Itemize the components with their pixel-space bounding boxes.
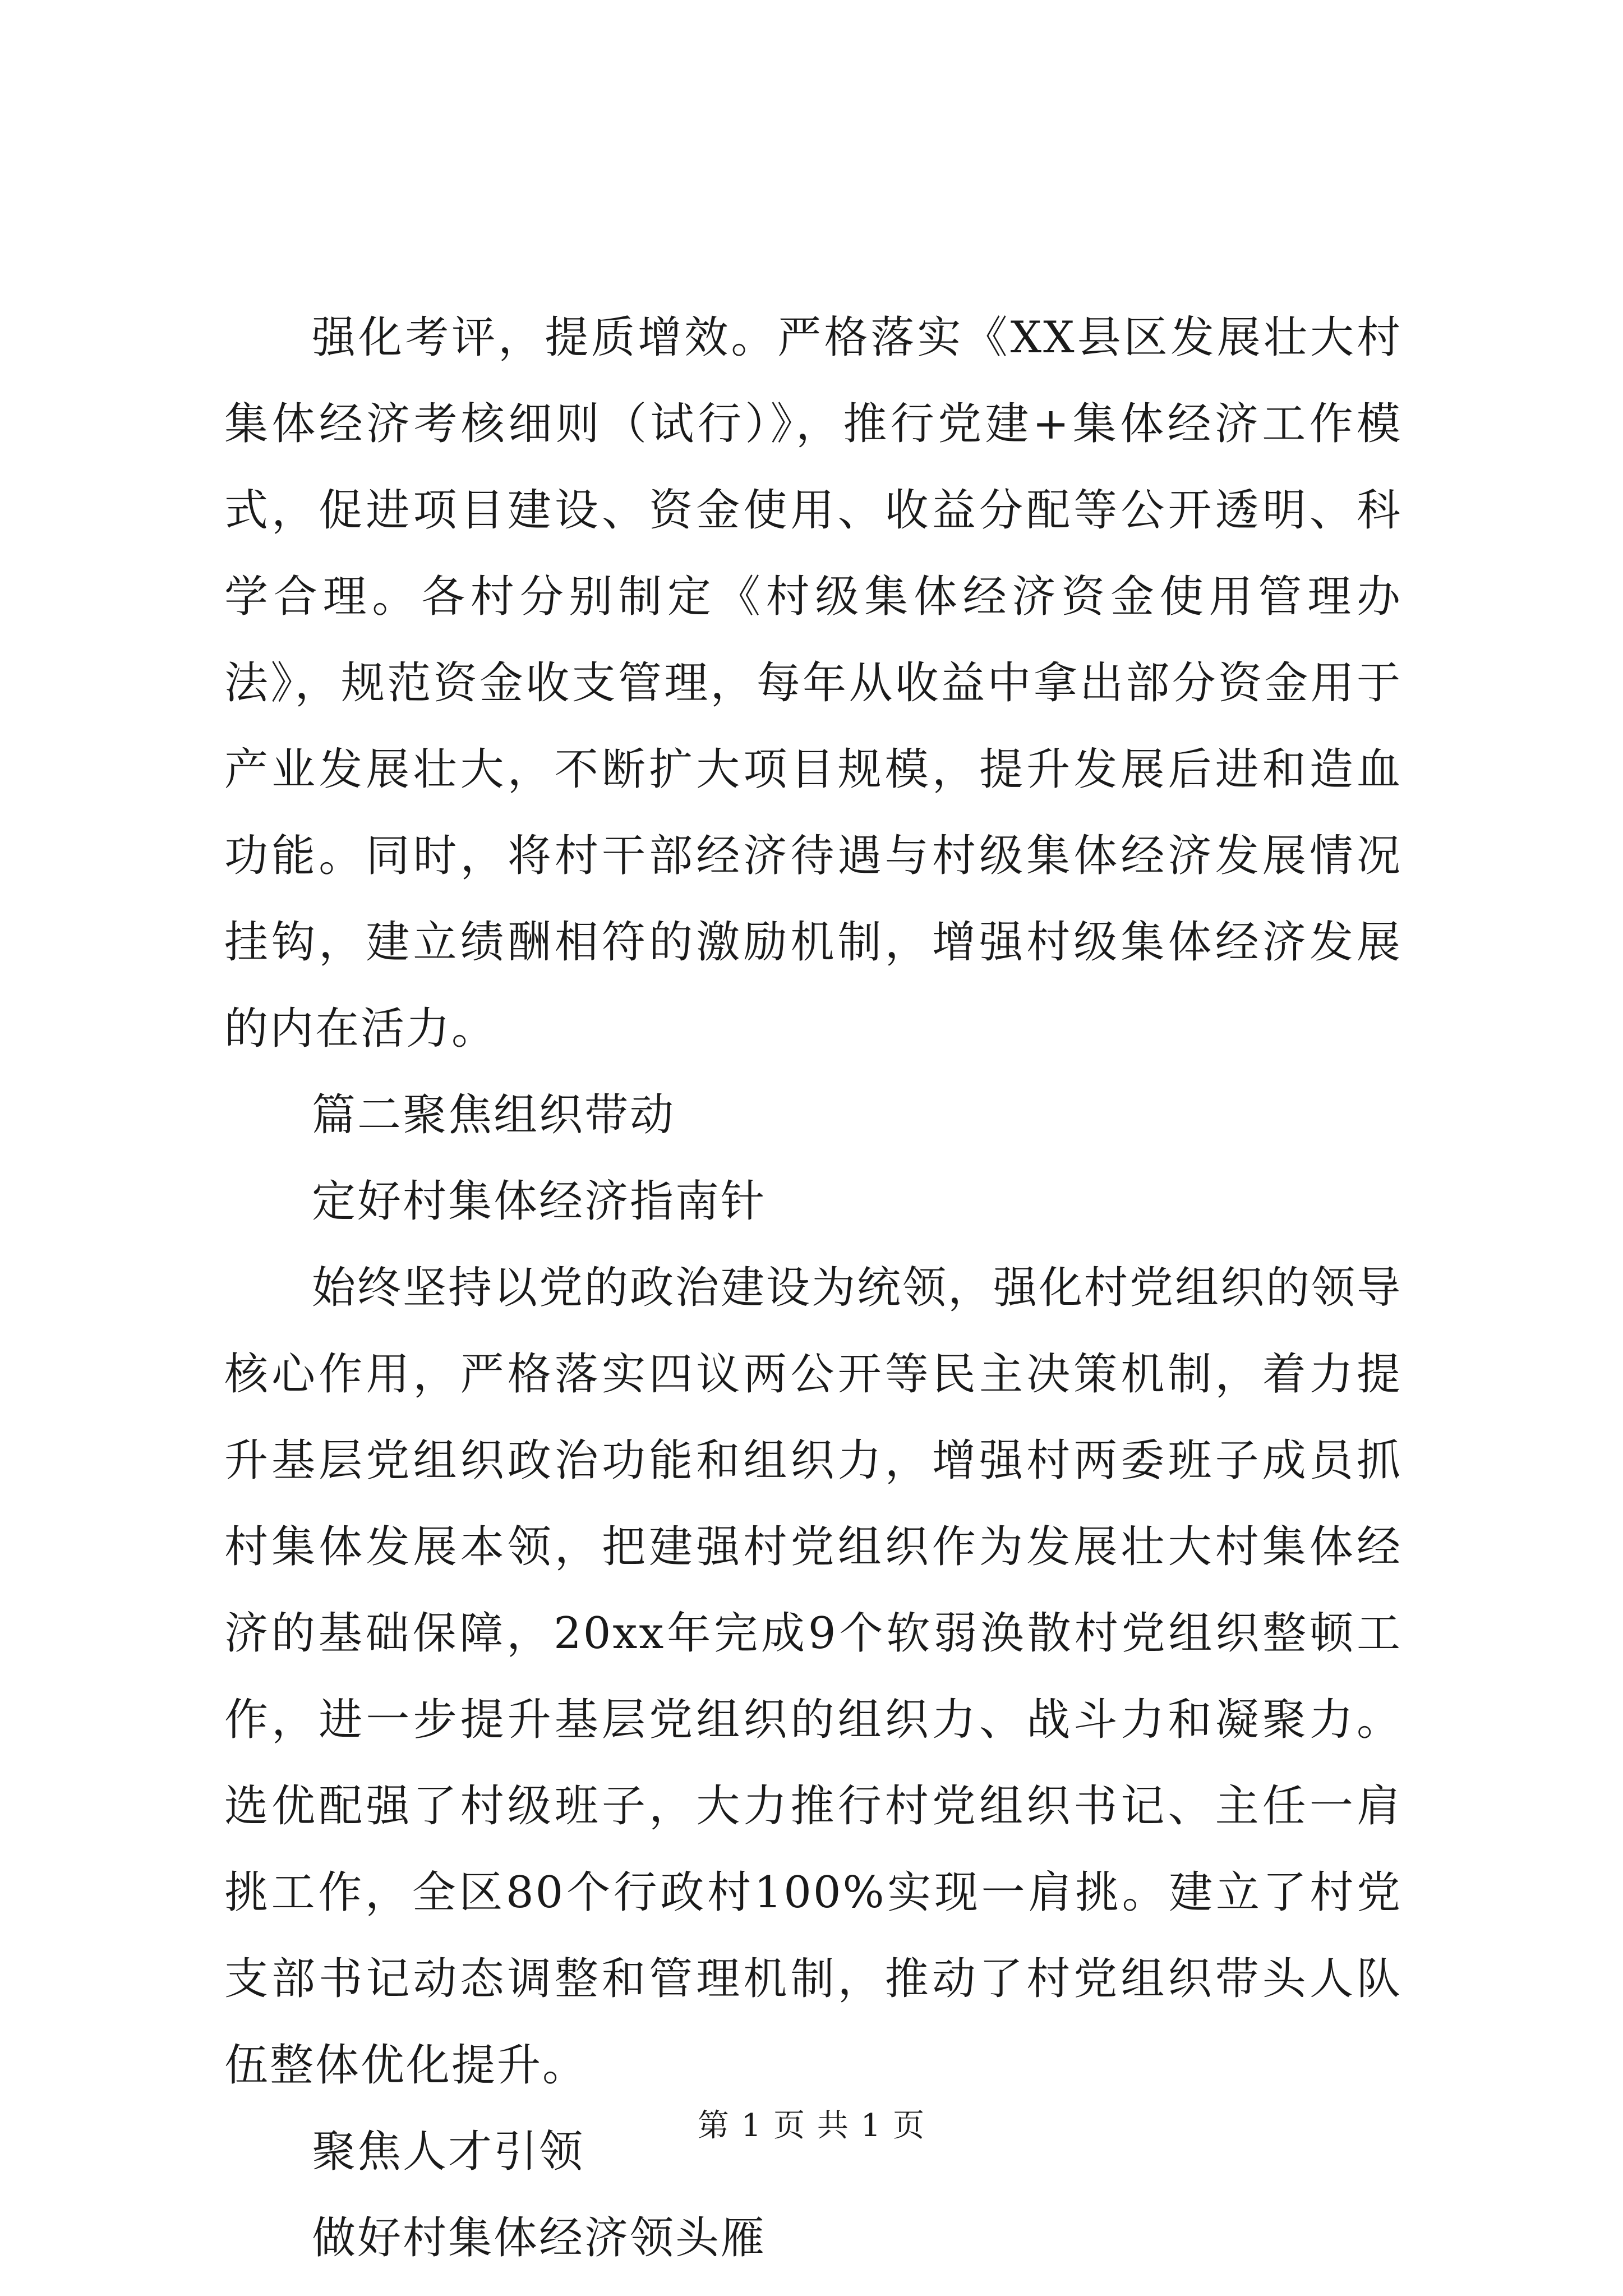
section-subheading-leader: 做好村集体经济领头雁 [312, 2213, 767, 2263]
section-heading-talent: 聚焦人才引领 [312, 2127, 585, 2177]
paragraph-assessment: 强化考评，提质增效。严格落实《XX县区发展壮大村集体经济考核细则（试行）》，推行党建+集体经济工作模式，促进项目建设、资金使用、收益分配等公开透明、科学合理。各村分别制定《村级集体经济资金使用管理办法》，规范资金收支管理，每年从收益中拿出部分资金用于产业发展壮大，不断扩大项目规模，提升发展后进和造血功能。同时，将村干部经济待遇与村级集体经济发展情况挂钩，建立绩酬相符的激励机制，增强村级集体经济发展的内在活力。 [224, 312, 1402, 1054]
page-footer: 第 1 页 共 1 页 [697, 2108, 926, 2144]
section-heading-part-two: 篇二聚焦组织带动 [312, 1090, 676, 1140]
paragraph-party-building: 始终坚持以党的政治建设为统领，强化村党组织的领导核心作用，严格落实四议两公开等民主决策机制，着力提升基层党组织政治功能和组织力，增强村两委班子成员抓村集体发展本领，把建强村党组织作为发展壮大村集体经济的基础保障，20xx年完成9个软弱涣散村党组织整顿工作，进一步提升基层党组织的组织力、战斗力和凝聚力。选优配强了村级班子，大力推行村党组织书记、主任一肩挑工作，全区80个行政村100%实现一肩挑。建立了村党支部书记动态调整和管理机制，推动了村党组织带头人队伍整体优化提升。 [224, 1263, 1403, 2091]
document-body [224, 295, 1402, 2281]
section-subheading-compass: 定好村集体经济指南针 [312, 1176, 767, 1227]
